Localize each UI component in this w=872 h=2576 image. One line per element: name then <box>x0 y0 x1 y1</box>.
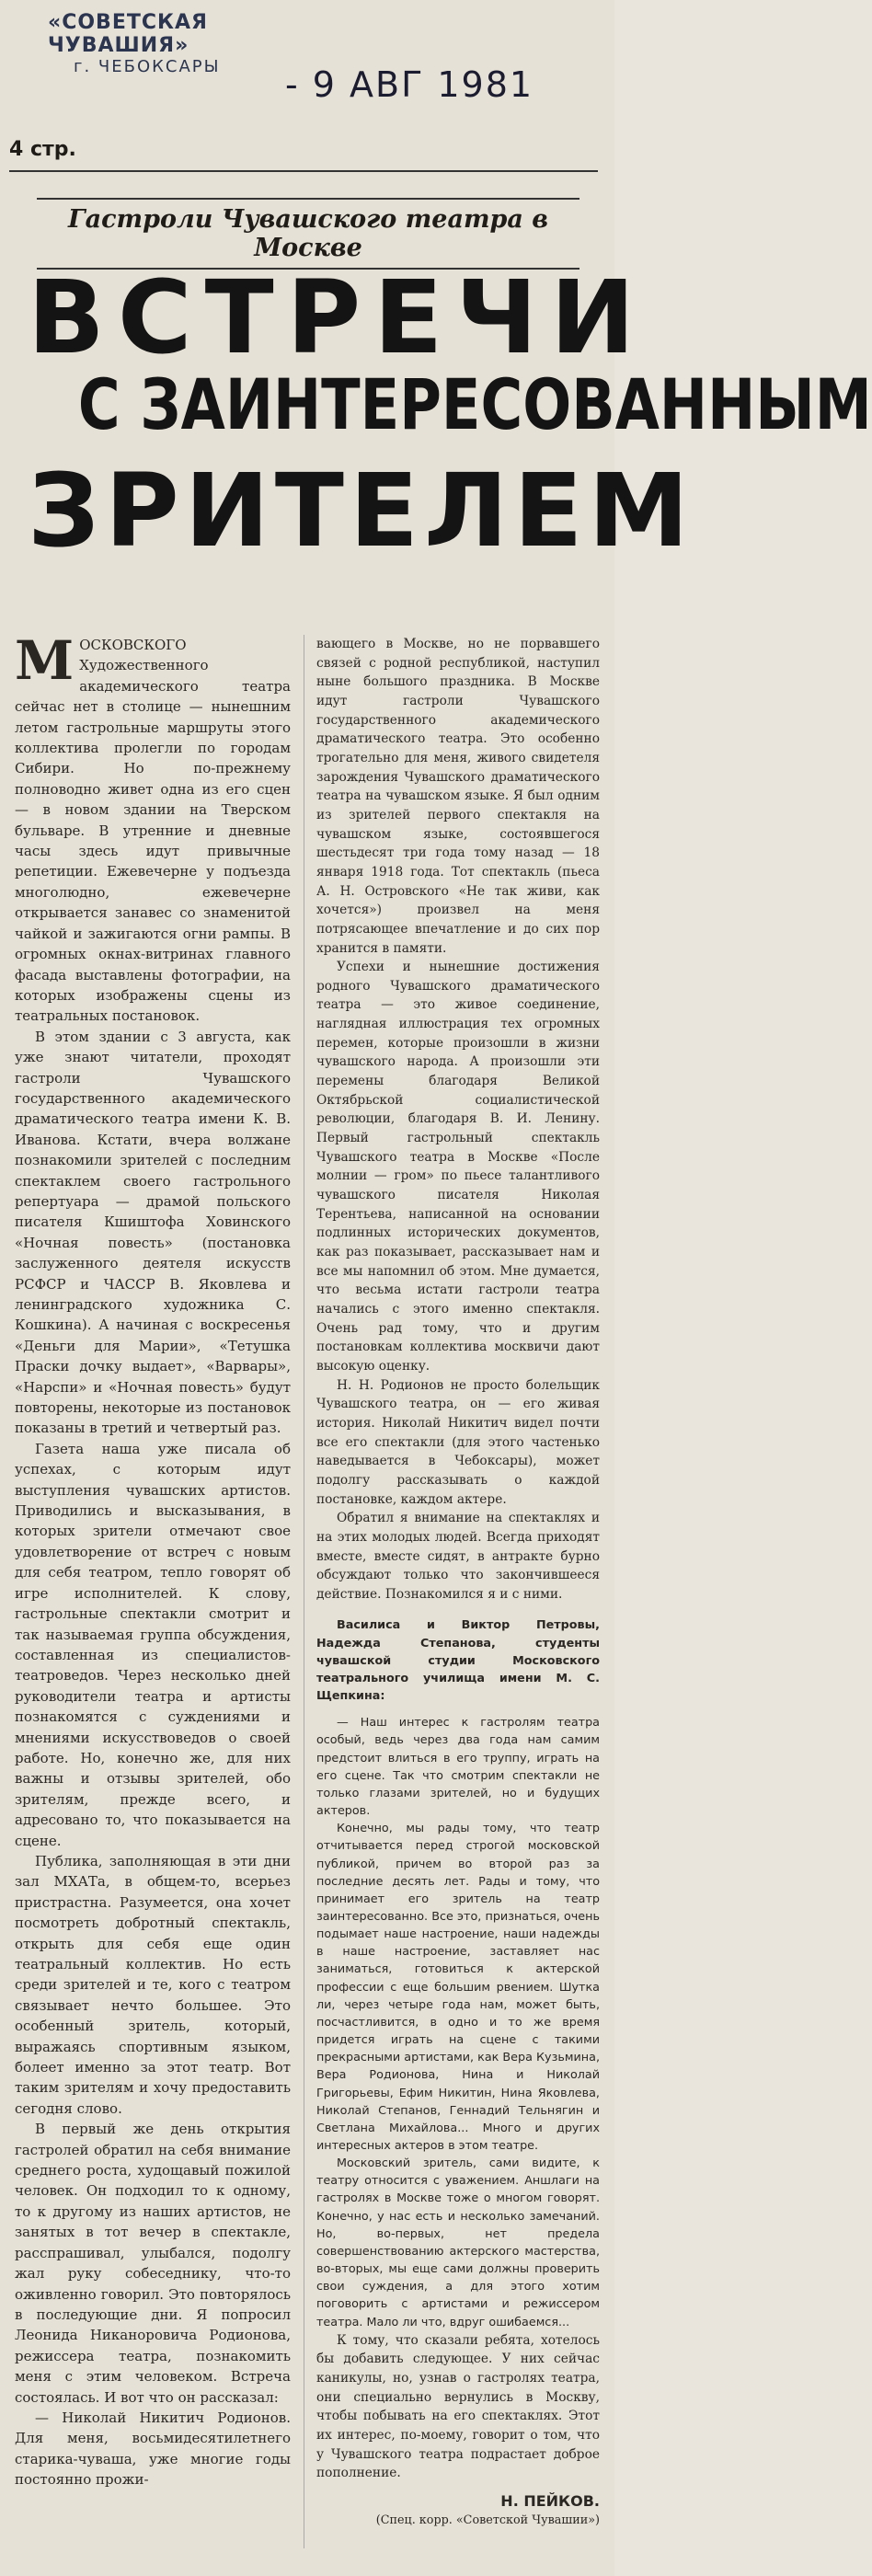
dropcap: М <box>15 629 75 692</box>
paragraph: Н. Н. Родионов не просто болельщик Чувашского театра, он — его живая история. Николай Никитич видел почти все его спектакли (для этого частенько наведывается в Чебоксары), может подолгу рассказывать о каждой постановке, каждом актере. <box>316 1377 600 1507</box>
paragraph: К тому, что сказали ребята, хотелось бы добавить следующее. У них сейчас каникулы, но, узнав о гастролях театра, они специально вернулись в Москву, чтобы побывать на его спектаклях. Этот их интерес, по-моему, говорит о том, что у Чувашского театра подрастает доброе пополнение. <box>316 2332 600 2481</box>
author-signature: Н. ПЕЙКОВ. <box>500 2491 600 2510</box>
newspaper-name: «СОВЕТСКАЯ ЧУВАШИЯ» <box>48 11 208 57</box>
headline-line-2: С ЗАИНТЕРЕСОВАННЫМ <box>77 363 872 445</box>
article-column-right <box>316 635 600 2529</box>
headline-line-1: ВСТРЕЧИ <box>28 259 648 376</box>
paragraph: Успехи и нынешние достижения родного Чувашского драматического театра — это живое соединение, наглядная иллюстрация тех огромных перемен, которые произошли в жизни чувашского народа. А произошли эти перемены благодаря Великой Октябрьской социалистической революции, благодаря В. И. Ленину. Первый гастрольный спектакль Чувашского театра в Москве «После молнии — гром» по пьесе талантливого чувашского писателя Николая Терентьева, написанной на основании подлинных исторических документов, как раз показывает, рассказывает нам и все мы напомнил об этом. Мне думается, что весьма истати гастроли театра начались с этого именно спектакля. Очень рад тому, что и другим постановкам коллектива москвичи дают высокую оценку. <box>316 960 600 1374</box>
clipping-date: - 9 АВГ 1981 <box>285 64 534 105</box>
students-heading: Василиса и Виктор Петровы, Надежда Степанова, студенты чувашской студии Московского театрального училища имени М. С. Щепкина: <box>316 1618 600 1704</box>
paragraph: вающего в Москве, но не порвавшего связей с родной республикой, наступил ныне большого праздника. В Москве идут гастроли Чувашского государственного академического драматического театра. Это особенно трогательно для меня, живого свидетеля зарождения Чувашского драматического театра на чувашском языке. Я был одним из зрителей первого спектакля на чувашском языке, состоявшегося шестьдесят три года тому назад — 18 января 1918 года. Тот спектакль (пьеса А. Н. Островского «Не так живи, как хочется») произвел на меня потрясающее впечатление и до сих пор хранится в памяти. <box>316 637 600 956</box>
paragraph: Газета наша уже писала об успехах, с которым идут выступления чувашских артистов. Приводились и высказывания, в которых зрители отмечают свое удовлетворение от встреч с новым для себя театром, тепло говорят об игре исполнителей. К слову, гастрольные спектакли смотрит и так называемая группа обсуждения, составленная из специалистов-театроведов. Через несколько дней руководители театра и артисты познакомятся с суждениями и мнениями искусствоведов о своей работе. Но, конечно же, для них важны и отзывы зрителей, обо зрителям, прежде всего, и адресовано то, что показывается на сцене. <box>15 1440 291 1849</box>
quote-paragraph: Московский зритель, сами видите, к театру относится с уважением. Аншлаги на гастролях в Москве тоже о многом говорят. Конечно, у нас есть и несколько замечаний. Но, во-первых, нет предела совершенствованию актерского мастерства, во-вторых, мы еще сами должны проверить свои суждения, а для этого хотим поговорить с артистами и режиссером театра. Мало ли что, вдруг ошибаемся... <box>316 2156 600 2329</box>
paragraph: — Николай Никитич Родионов. Для меня, восьмидесятилетнего старика-чуваша, уже многие годы постоянно прожи- <box>15 2409 291 2489</box>
correspondent-note: (Спец. корр. «Советской Чувашии») <box>375 2513 600 2527</box>
headline-line-3: ЗРИТЕЛЕМ <box>28 452 694 569</box>
quote-paragraph: — Наш интерес к гастролям театра особый, ведь через два года нам самим предстоит влиться в его труппу, играть на его сцене. Так что смотрим спектакли не только глазами зрителей, но и будущих актеров. <box>316 1716 600 1819</box>
paragraph: Публика, заполняющая в эти дни зал МХАТа, в общем-то, всерьез пристрастна. Разумеется, она хочет посмотреть добротный спектакль, открыть для себя еще один театральный коллектив. Но есть среди зрителей и те, кого с театром связывает нечто большее. Это особенный зритель, который, выражаясь спортивным языком, болеет именно за этот театр. Вот таким зрителям и хочу предоставить сегодня слово. <box>15 1852 291 2117</box>
rubric: Гастроли Чувашского театра в Москве <box>37 198 579 270</box>
article-column-left <box>15 629 291 2490</box>
page-number: 4 стр. <box>9 138 76 161</box>
paragraph: В этом здании с 3 августа, как уже знают читатели, проходят гастроли Чувашского государственного академического драматического театра имени К. В. Иванова. Кстати, вчера волжане познакомили зрителей с последним спектаклем своего гастрольного репертуара — драмой польского писателя Кшиштофа Ховинского «Ночная повесть» (постановка заслуженного деятеля искусств РСФСР и ЧАССР В. Яковлева и ленинградского художника С. Кошкина). А начиная с воскресенья «Деньги для Марии», «Тетушка Праски дочку выдает», «Варвары», «Нарспи» и «Ночная повесть» будут повторены, некоторые из постановок показаны в третий и четвертый раз. <box>15 1028 291 1437</box>
top-divider <box>9 170 598 172</box>
quote-paragraph: Конечно, мы рады тому, что театр отчитывается перед строгой московской публикой, причем во второй раз за последние десять лет. Рады и тому, что принимает его зритель на театр заинтересованно. Все это, признаться, очень подымает наше настроение, наши надежды в наше настроение, заставляет нас заниматься, готовиться к актерской профессии с еще большим рвением. Шутка ли, через четыре года нам, может быть, посчастливится, в одно и то же время придется играть на сцене с такими прекрасными артистами, как Вера Кузьмина, Вера Родионова, Нина и Николай Григорьевы, Ефим Никитин, Нина Яковлева, Николай Степанов, Геннадий Тельнягин и Светлана Михайлова... Много и других интересных актеров в этом театре. <box>316 1822 600 2153</box>
paragraph: В первый же день открытия гастролей обратил на себя внимание среднего роста, худощавый пожилой человек. Он подходил то к одному, то к другому из наших артистов, не занятых в тот вечер в спектакле, расспрашивал, улыбался, подолгу жал руку собеседнику, что-то оживленно говорил. Это повторялось в последующие дни. Я попросил Леонида Никаноровича Родионова, режиссера театра, познакомить меня с этим человеком. Встреча состоялась. И вот что он рассказал: <box>15 2121 291 2406</box>
newspaper-city: г. ЧЕБОКСАРЫ <box>74 57 221 76</box>
paragraph-text: ОСКОВСКОГО Художественного академического театра сейчас нет в столице — нынешним летом гастрольные маршруты этого коллектива пролегли по городам Сибири. Но по-прежнему полноводно живет одна из его сцен — в новом здании на Тверском бульваре. В утренние и дневные часы здесь идут привычные репетиции. Ежевечерне у подъезда многолюдно, ежевечерне открывается занавес со знаменитой чайкой и зажигаются огни рампы. В огромных окнах-витринах главного фасада выставлены фотографии, на которых изображены сцены из театральных постановок. <box>15 637 291 1025</box>
paragraph: Обратил я внимание на спектаклях и на этих молодых людей. Всегда приходят вместе, вместе сидят, в антракте бурно обсуждают только что закончившееся действие. Познакомился я и с ними. <box>316 1511 600 1602</box>
headline <box>28 259 872 569</box>
paragraph <box>15 629 291 1027</box>
